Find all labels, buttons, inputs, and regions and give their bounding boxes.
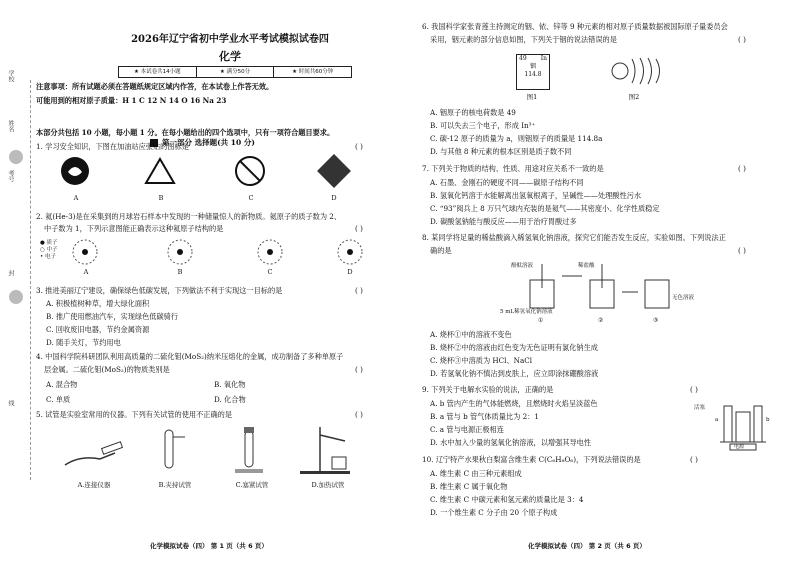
q8-beaker-2: ②: [598, 317, 604, 324]
answer-paren: ( ): [355, 410, 363, 419]
question-9: 9. 下列关于电解水实验的说法，正确的是: [422, 385, 554, 394]
q9-option-d: D. 水中加入少量的氢氧化钠溶液，以增强其导电性: [430, 438, 592, 447]
q4-option-d: D. 化合物: [214, 395, 246, 404]
q2-option-d: D: [347, 268, 353, 276]
question-10: 10. 辽宁特产水果秋白梨富含维生素 C(C₆H₈O₆)，下列说法错误的是: [422, 455, 641, 464]
question-1: 1. 学习安全知识，下图在加油站应张贴的图标是: [36, 142, 189, 151]
q9-option-a: A. b 管内产生的气体能燃烧，且燃烧时火焰呈淡蓝色: [430, 399, 598, 408]
page-footer: 化学模拟试卷（四） 第 2 页（共 6 页）: [528, 542, 646, 550]
q3-option-a: A. 积极植树种草，增大绿化面积: [46, 299, 150, 308]
margin-school: 学校: [7, 70, 14, 82]
fig-2-label: 图2: [628, 93, 640, 101]
q10-option-b: B. 维生素 C 属于氧化物: [430, 482, 508, 491]
margin-seal: 封: [7, 270, 14, 276]
q6-option-d: D. 与其他 8 种元素的根本区别是质子数不同: [430, 147, 572, 156]
margin-line: 线: [7, 400, 14, 406]
binding-margin: [2, 60, 32, 480]
question-6-line1: 6. 我国科学家张青莲主持测定的铟、铱、锌等 9 种元素的相对原子质量数据被国际原子量委员会: [422, 22, 728, 31]
q1-signs: [60, 156, 360, 190]
q2-option-c: C: [267, 268, 273, 276]
q10-option-a: A. 维生素 C 由三种元素组成: [430, 469, 522, 478]
question-4-line2: 层金属。二硫化钼(MoS₂)的物质类别是: [44, 365, 170, 374]
q1-option-d: D: [331, 194, 337, 202]
q9-label-a: a: [715, 417, 719, 423]
q9-option-c: C. a 管与电源正极相连: [430, 425, 504, 434]
question-4-line1: 4. 中国科学院科研团队利用高质量的二硫化钼(MoS₂)纳米压熔化的金属，成功制备了多种单原子: [36, 352, 344, 361]
right-page: [400, 0, 800, 566]
q7-option-a: A. 石墨、金刚石的硬度不同——碳原子结构不同: [430, 178, 584, 187]
q8-option-d: D. 若氢氧化钠不慎沾到皮肤上，应立即涂抹硼酸溶液: [430, 369, 599, 378]
question-6-line2: 采用，铟元素的部分信息如图，下列关于铟的说法错误的是: [430, 35, 617, 44]
q8-option-a: A. 烧杯①中的溶液不变色: [430, 330, 512, 339]
punch-hole: [9, 150, 23, 164]
question-8-line1: 8. 某同学将足量的稀盐酸滴入稀氢氧化钠溶液，探究它们能否发生反应，实验如图。下列说法正: [422, 233, 726, 242]
fig-1-label: 图1: [526, 93, 538, 101]
notice: 注意事项：所有试题必须在答题纸规定区域内作答，在本试卷上作答无效。: [36, 82, 274, 91]
atomic-mass: 可能用到的相对原子质量：H 1 C 12 N 14 O 16 Na 23: [36, 96, 227, 105]
q6-option-c: C. 碳-12 原子的质量为 a，则铟原子的质量是 114.8a: [430, 134, 603, 143]
toxic-sign-icon: [317, 154, 351, 188]
subject-title: 化学: [219, 50, 241, 63]
q5-test-tube-diagrams: [60, 425, 360, 477]
q3-option-b: B. 推广使用燃油汽车，实现绿色低碳骑行: [46, 312, 179, 321]
q8-beaker-diagrams: [520, 262, 720, 314]
q3-option-d: D. 随手关灯，节约用电: [46, 338, 121, 347]
answer-paren: ( ): [355, 142, 363, 151]
question-2-line1: 2. 氦(He-3)是在采集到的月球岩石样本中发现的一种储量惊人的新物质。氦原子的质子数为 2、: [36, 212, 342, 221]
question-7: 7. 下列关于物质的结构、性质、用途对应关系不一致的是: [422, 164, 604, 173]
q8-option-b: B. 烧杯②中的溶液由红色变为无色证明有氯化钠生成: [430, 343, 598, 352]
q8-label-hcl: 稀盐酸: [578, 263, 595, 269]
q2-atom-diagrams: [40, 238, 360, 268]
q8-label-naoh: 5 mL稀氢氧化钠溶液: [500, 309, 553, 315]
q9-label-b: b: [766, 417, 770, 423]
q2-option-b: B: [177, 268, 183, 276]
q6-option-b: B. 可以失去三个电子，形成 In³⁺: [430, 121, 536, 130]
q8-label-phenolphthalein: 酚酞溶液: [511, 263, 534, 269]
q7-option-d: D. 碳酸氢钠能与酸反应——用于治疗胃酸过多: [430, 217, 577, 226]
q1-option-c: C: [248, 194, 254, 202]
answer-paren: ( ): [690, 385, 698, 394]
answer-paren: ( ): [738, 35, 746, 44]
q4-option-c: C. 单质: [46, 395, 71, 404]
exam-title: 2026年辽宁省初中学业水平考试模拟试卷四: [131, 34, 329, 45]
question-3: 3. 推进美丽辽宁建设，确保绿色低碳发展，下列做法不利于实现这一目标的是: [36, 286, 283, 295]
page-footer: 化学模拟试卷（四） 第 1 页（共 6 页）: [150, 542, 268, 550]
answer-paren: ( ): [355, 286, 363, 295]
question-5: 5. 试管是实验室常用的仪器。下列有关试管的使用不正确的是: [36, 410, 233, 419]
q10-option-c: C. 维生素 C 中碳元素和氢元素的质量比是 3：4: [430, 495, 584, 504]
q3-option-c: C. 回收废旧电器，节约金属资源: [46, 325, 150, 334]
q4-option-b: B. 氧化物: [214, 380, 246, 389]
answer-paren: ( ): [738, 164, 746, 173]
margin-name: 姓名: [7, 120, 14, 132]
q1-option-a: A: [73, 194, 79, 202]
q8-beaker-3: ③: [653, 317, 659, 324]
info-time: ★ 时间共60分钟: [292, 69, 334, 75]
q8-option-c: C. 烧杯③中溶质为 HCl、NaCl: [430, 356, 533, 365]
q10-option-d: D. 一个维生素 C 分子由 20 个原子构成: [430, 508, 558, 517]
q9-label-valve: 活塞: [694, 405, 706, 411]
answer-paren: ( ): [355, 224, 363, 233]
element-cell: 49 In 铟 114.8: [516, 54, 550, 90]
q5-option-b: B.夹持试管: [158, 481, 192, 489]
q7-option-c: C. “93”阅兵上 8 万只气球内充装的是氦气——其密度小、化学性质稳定: [430, 204, 660, 213]
info-score: ★ 满分50分: [197, 67, 275, 77]
q6-option-a: A. 铟原子的核电荷数是 49: [430, 108, 516, 117]
info-questions: ★ 本试卷共14小题: [119, 67, 197, 77]
exam-info-bar: [118, 66, 352, 78]
q8-label-colorless: 无色溶液: [672, 295, 695, 301]
q9-option-b: B. a 管与 b 管气体质量比为 2：1: [430, 412, 539, 421]
section-intro: 本部分共包括 10 小题，每小题 1 分。在每小题给出的四个选项中，只有一项符合题目要求。: [36, 128, 335, 137]
electrolysis-apparatus: [710, 402, 780, 452]
q8-beaker-1: ①: [538, 317, 544, 324]
margin-id: 考号: [7, 170, 14, 182]
answer-paren: ( ): [738, 246, 746, 255]
question-8-line2: 确的是: [430, 246, 452, 255]
answer-paren: ( ): [355, 365, 363, 374]
answer-paren: ( ): [690, 455, 698, 464]
binding-line: [30, 80, 31, 480]
q5-option-d: D.加热试管: [311, 481, 345, 489]
atomic-structure-diagram: [610, 56, 670, 86]
q5-option-c: C.塞紧试管: [235, 481, 269, 489]
punch-hole: [9, 290, 23, 304]
section-heading: 第一部分 选择题(共 10 分): [150, 137, 255, 148]
q5-option-a: A.连接仪器: [77, 481, 111, 489]
q2-option-a: A: [83, 268, 89, 276]
q9-label-power: 电源: [734, 444, 745, 450]
recycle-sign-icon: [146, 159, 174, 183]
q2-legend: ● 质子 ○ 中子 • 电子: [40, 240, 58, 260]
q4-option-a: A. 混合物: [46, 380, 78, 389]
q1-option-b: B: [158, 194, 164, 202]
question-2-line2: 中子数为 1，下列示意图能正确表示这种氦原子结构的是: [44, 224, 224, 233]
q7-option-b: B. 氢氧化钙溶于水能解离出氢氧根离子，呈碱性——处理酸性污水: [430, 191, 642, 200]
